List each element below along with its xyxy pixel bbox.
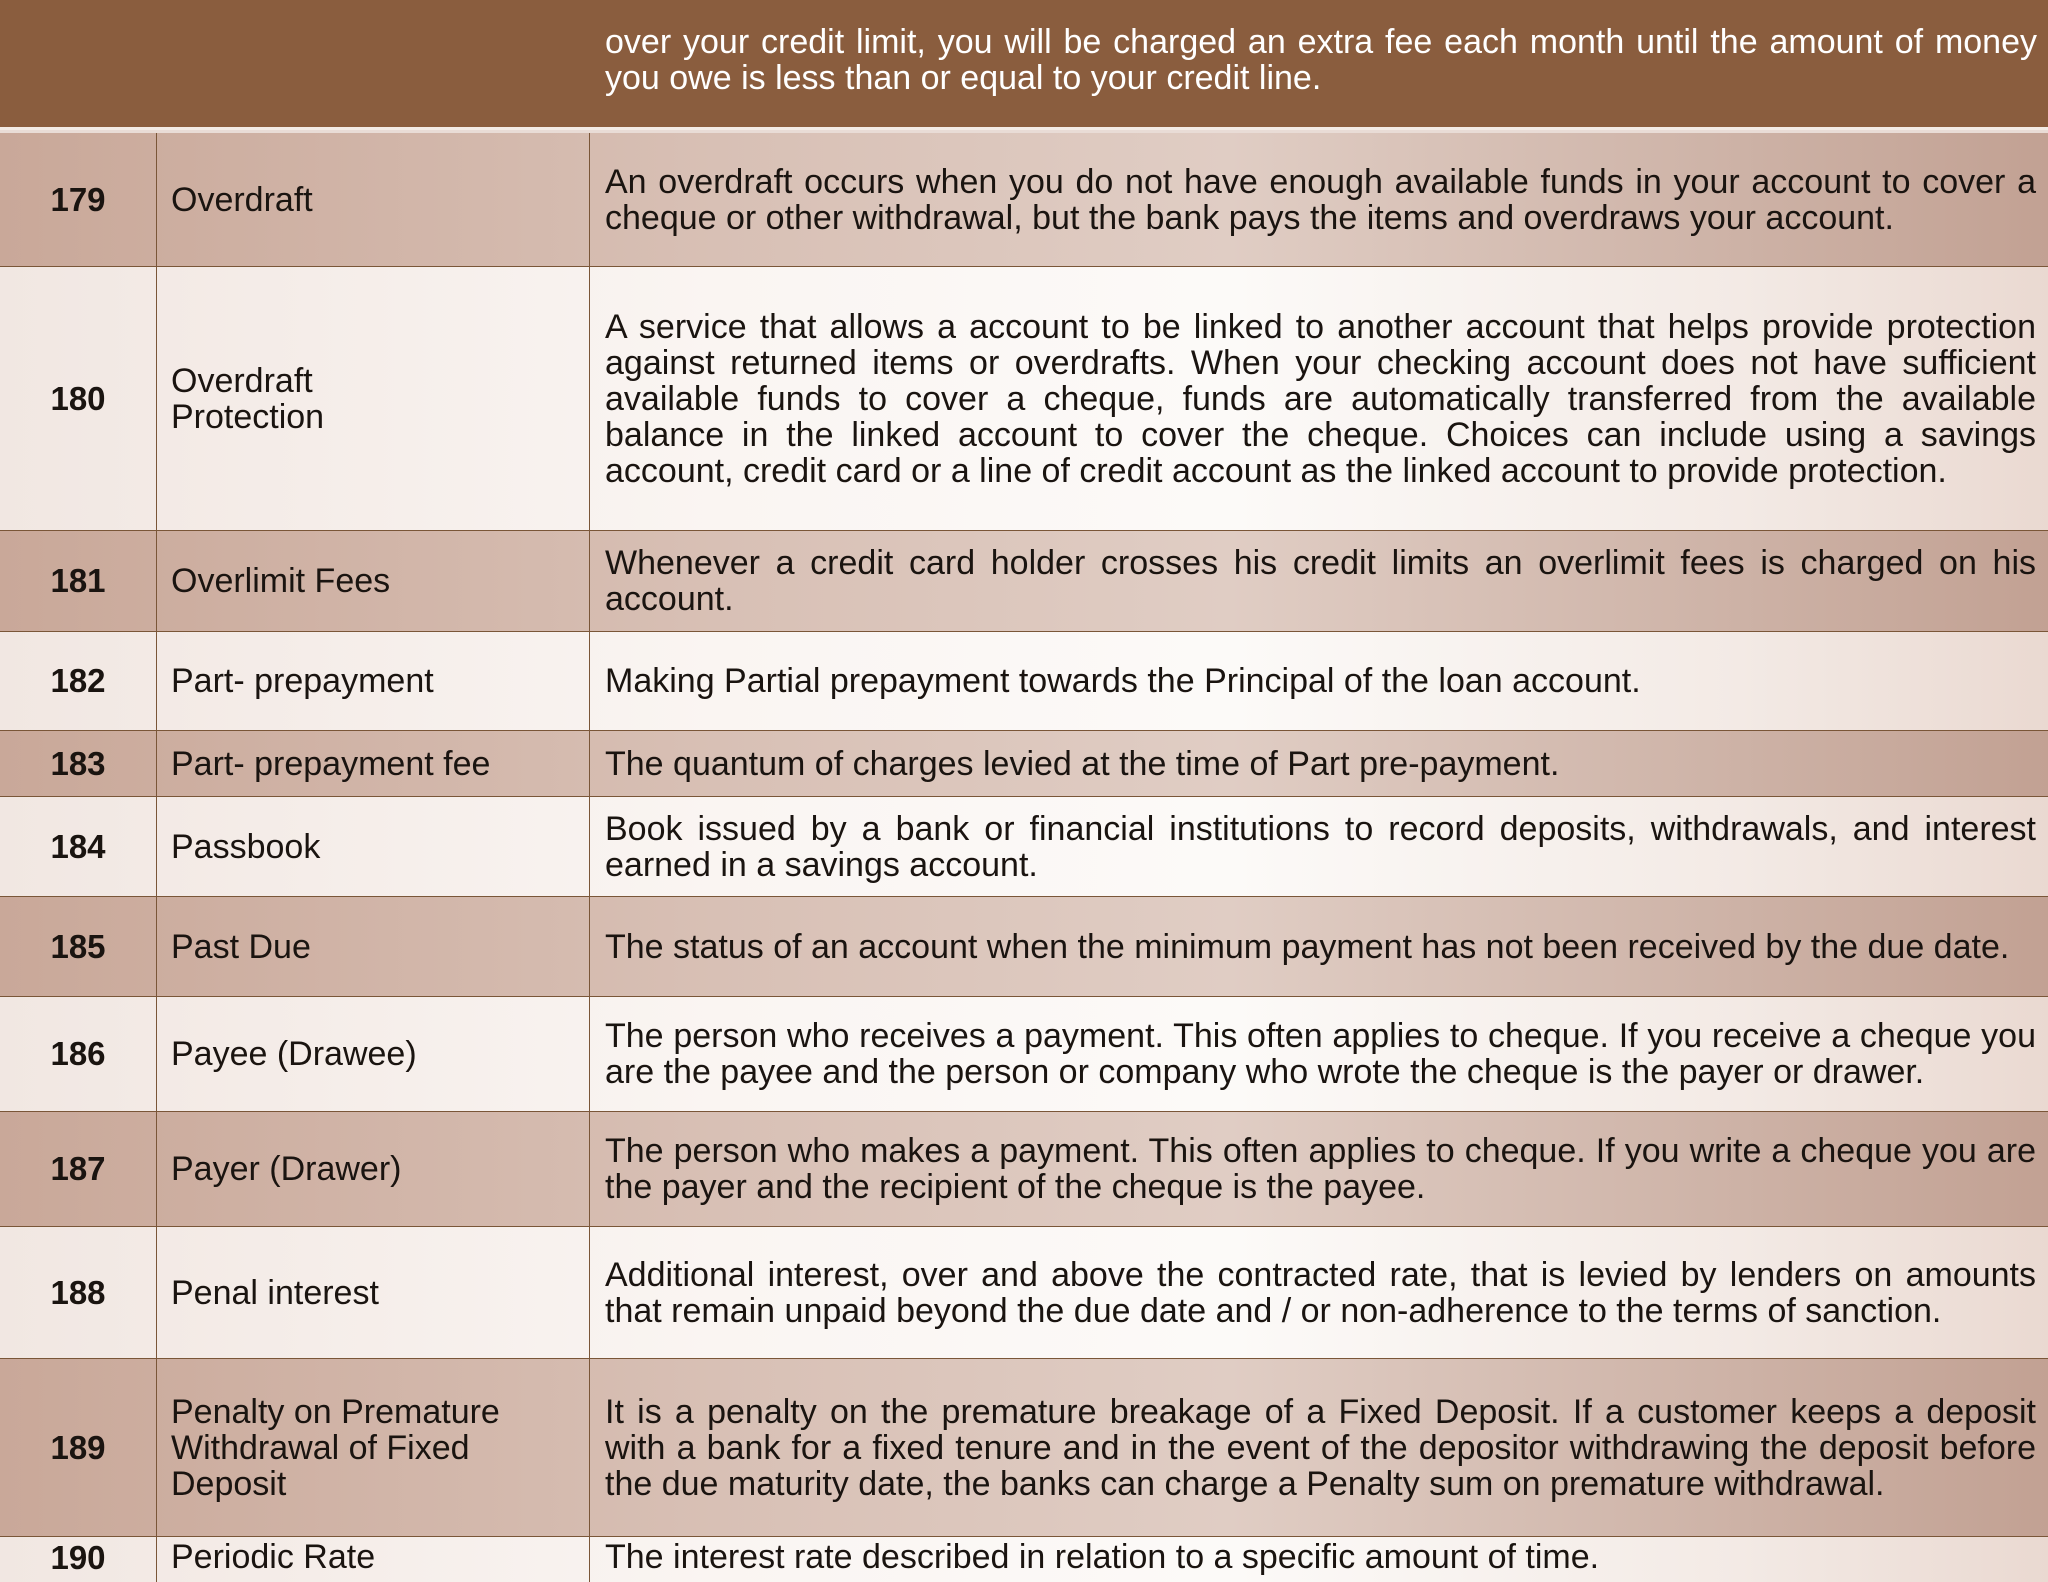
term-cell: Payee (Drawee) [157, 997, 590, 1111]
row-number: 185 [0, 897, 157, 996]
row-number: 188 [0, 1227, 157, 1358]
row-number: 189 [0, 1359, 157, 1536]
definition-cell [590, 997, 2048, 1111]
row-number: 183 [0, 731, 157, 796]
term-cell: Passbook [157, 797, 590, 896]
row-number: 179 [0, 133, 157, 266]
term-cell: Penalty on Premature Withdrawal of Fixed Deposit [157, 1359, 590, 1536]
term-cell: Past Due [157, 897, 590, 996]
table-row [0, 531, 2048, 632]
definition-cell [590, 1537, 2048, 1582]
table-row [0, 1227, 2048, 1359]
definition-text: Book issued by a bank or financial institutions to record deposits, withdrawals, and interest earned in a savings account. [605, 809, 2036, 884]
definition-cell [590, 1359, 2048, 1536]
term-cell: Part- prepayment [157, 632, 590, 730]
definition-cell [590, 731, 2048, 796]
definition-cell [590, 267, 2048, 530]
table-row [0, 731, 2048, 797]
definition-text: The quantum of charges levied at the time of Part pre-payment. [605, 744, 1560, 783]
definition-text: The status of an account when the minimum payment has not been received by the due date. [605, 927, 2010, 966]
definition-text: A service that allows a account to be linked to another account that helps provide protection against returned items or overdrafts. When your checking account does not have sufficient available funds to cover a cheque, funds are automatically transferred from the available balance in the linked account to cover the cheque. Choices can include using a savings account, credit card or a line of credit account as the linked account to provide protection. [605, 307, 2036, 490]
term-cell: Overdraft [157, 133, 590, 266]
term-cell: Payer (Drawer) [157, 1112, 590, 1226]
definition-text: The interest rate described in relation to a specific amount of time. [605, 1538, 1600, 1576]
table-row [0, 1112, 2048, 1227]
table-row [0, 133, 2048, 267]
definition-cell [590, 897, 2048, 996]
definition-cell [590, 632, 2048, 730]
definition-cell [590, 797, 2048, 896]
definition-text: Additional interest, over and above the contracted rate, that is levied by lenders on amounts that remain unpaid beyond the due date and / or non-adherence to the terms of sanction. [605, 1255, 2036, 1330]
row-number: 190 [0, 1537, 157, 1582]
table-row [0, 997, 2048, 1112]
term-cell: Overdraft Protection [157, 267, 590, 530]
term-cell: Penal interest [157, 1227, 590, 1358]
header-band [0, 0, 2048, 130]
definition-cell [590, 1227, 2048, 1358]
row-number: 186 [0, 997, 157, 1111]
definition-cell [590, 133, 2048, 266]
term-cell: Periodic Rate [157, 1537, 590, 1582]
definition-text: Whenever a credit card holder crosses his credit limits an overlimit fees is charged on his account. [605, 544, 2036, 618]
table-row [0, 797, 2048, 897]
table-row [0, 267, 2048, 531]
continued-definition-text: over your credit limit, you will be charged an extra fee each month until the amount of money you owe is less than or equal to your credit line. [605, 23, 2037, 97]
row-number: 180 [0, 267, 157, 530]
definition-cell [590, 1112, 2048, 1226]
term-cell: Overlimit Fees [157, 531, 590, 631]
table-row [0, 1359, 2048, 1537]
table-row [0, 632, 2048, 731]
row-number: 187 [0, 1112, 157, 1226]
row-number: 182 [0, 632, 157, 730]
row-number: 184 [0, 797, 157, 896]
table-row [0, 897, 2048, 997]
definition-text: The person who makes a payment. This often applies to cheque. If you write a cheque you are the payer and the recipient of the cheque is the payee. [605, 1132, 2036, 1206]
definition-cell [590, 531, 2048, 631]
definition-text: Making Partial prepayment towards the Principal of the loan account. [605, 662, 1641, 700]
table-row [0, 1537, 2048, 1582]
row-number: 181 [0, 531, 157, 631]
definition-text: The person who receives a payment. This often applies to cheque. If you receive a cheque you are the payee and the person or company who wrote the cheque is the payer or drawer. [605, 1017, 2036, 1091]
term-cell: Part- prepayment fee [157, 731, 590, 796]
definition-text: It is a penalty on the premature breakage of a Fixed Deposit. If a customer keeps a deposit with a bank for a fixed tenure and in the event of the depositor withdrawing the deposit before the due maturity date, the banks can charge a Penalty sum on premature withdrawal. [605, 1392, 2036, 1503]
definition-text: An overdraft occurs when you do not have enough available funds in your account to cover a cheque or other withdrawal, but the bank pays the items and overdraws your account. [605, 162, 2036, 237]
